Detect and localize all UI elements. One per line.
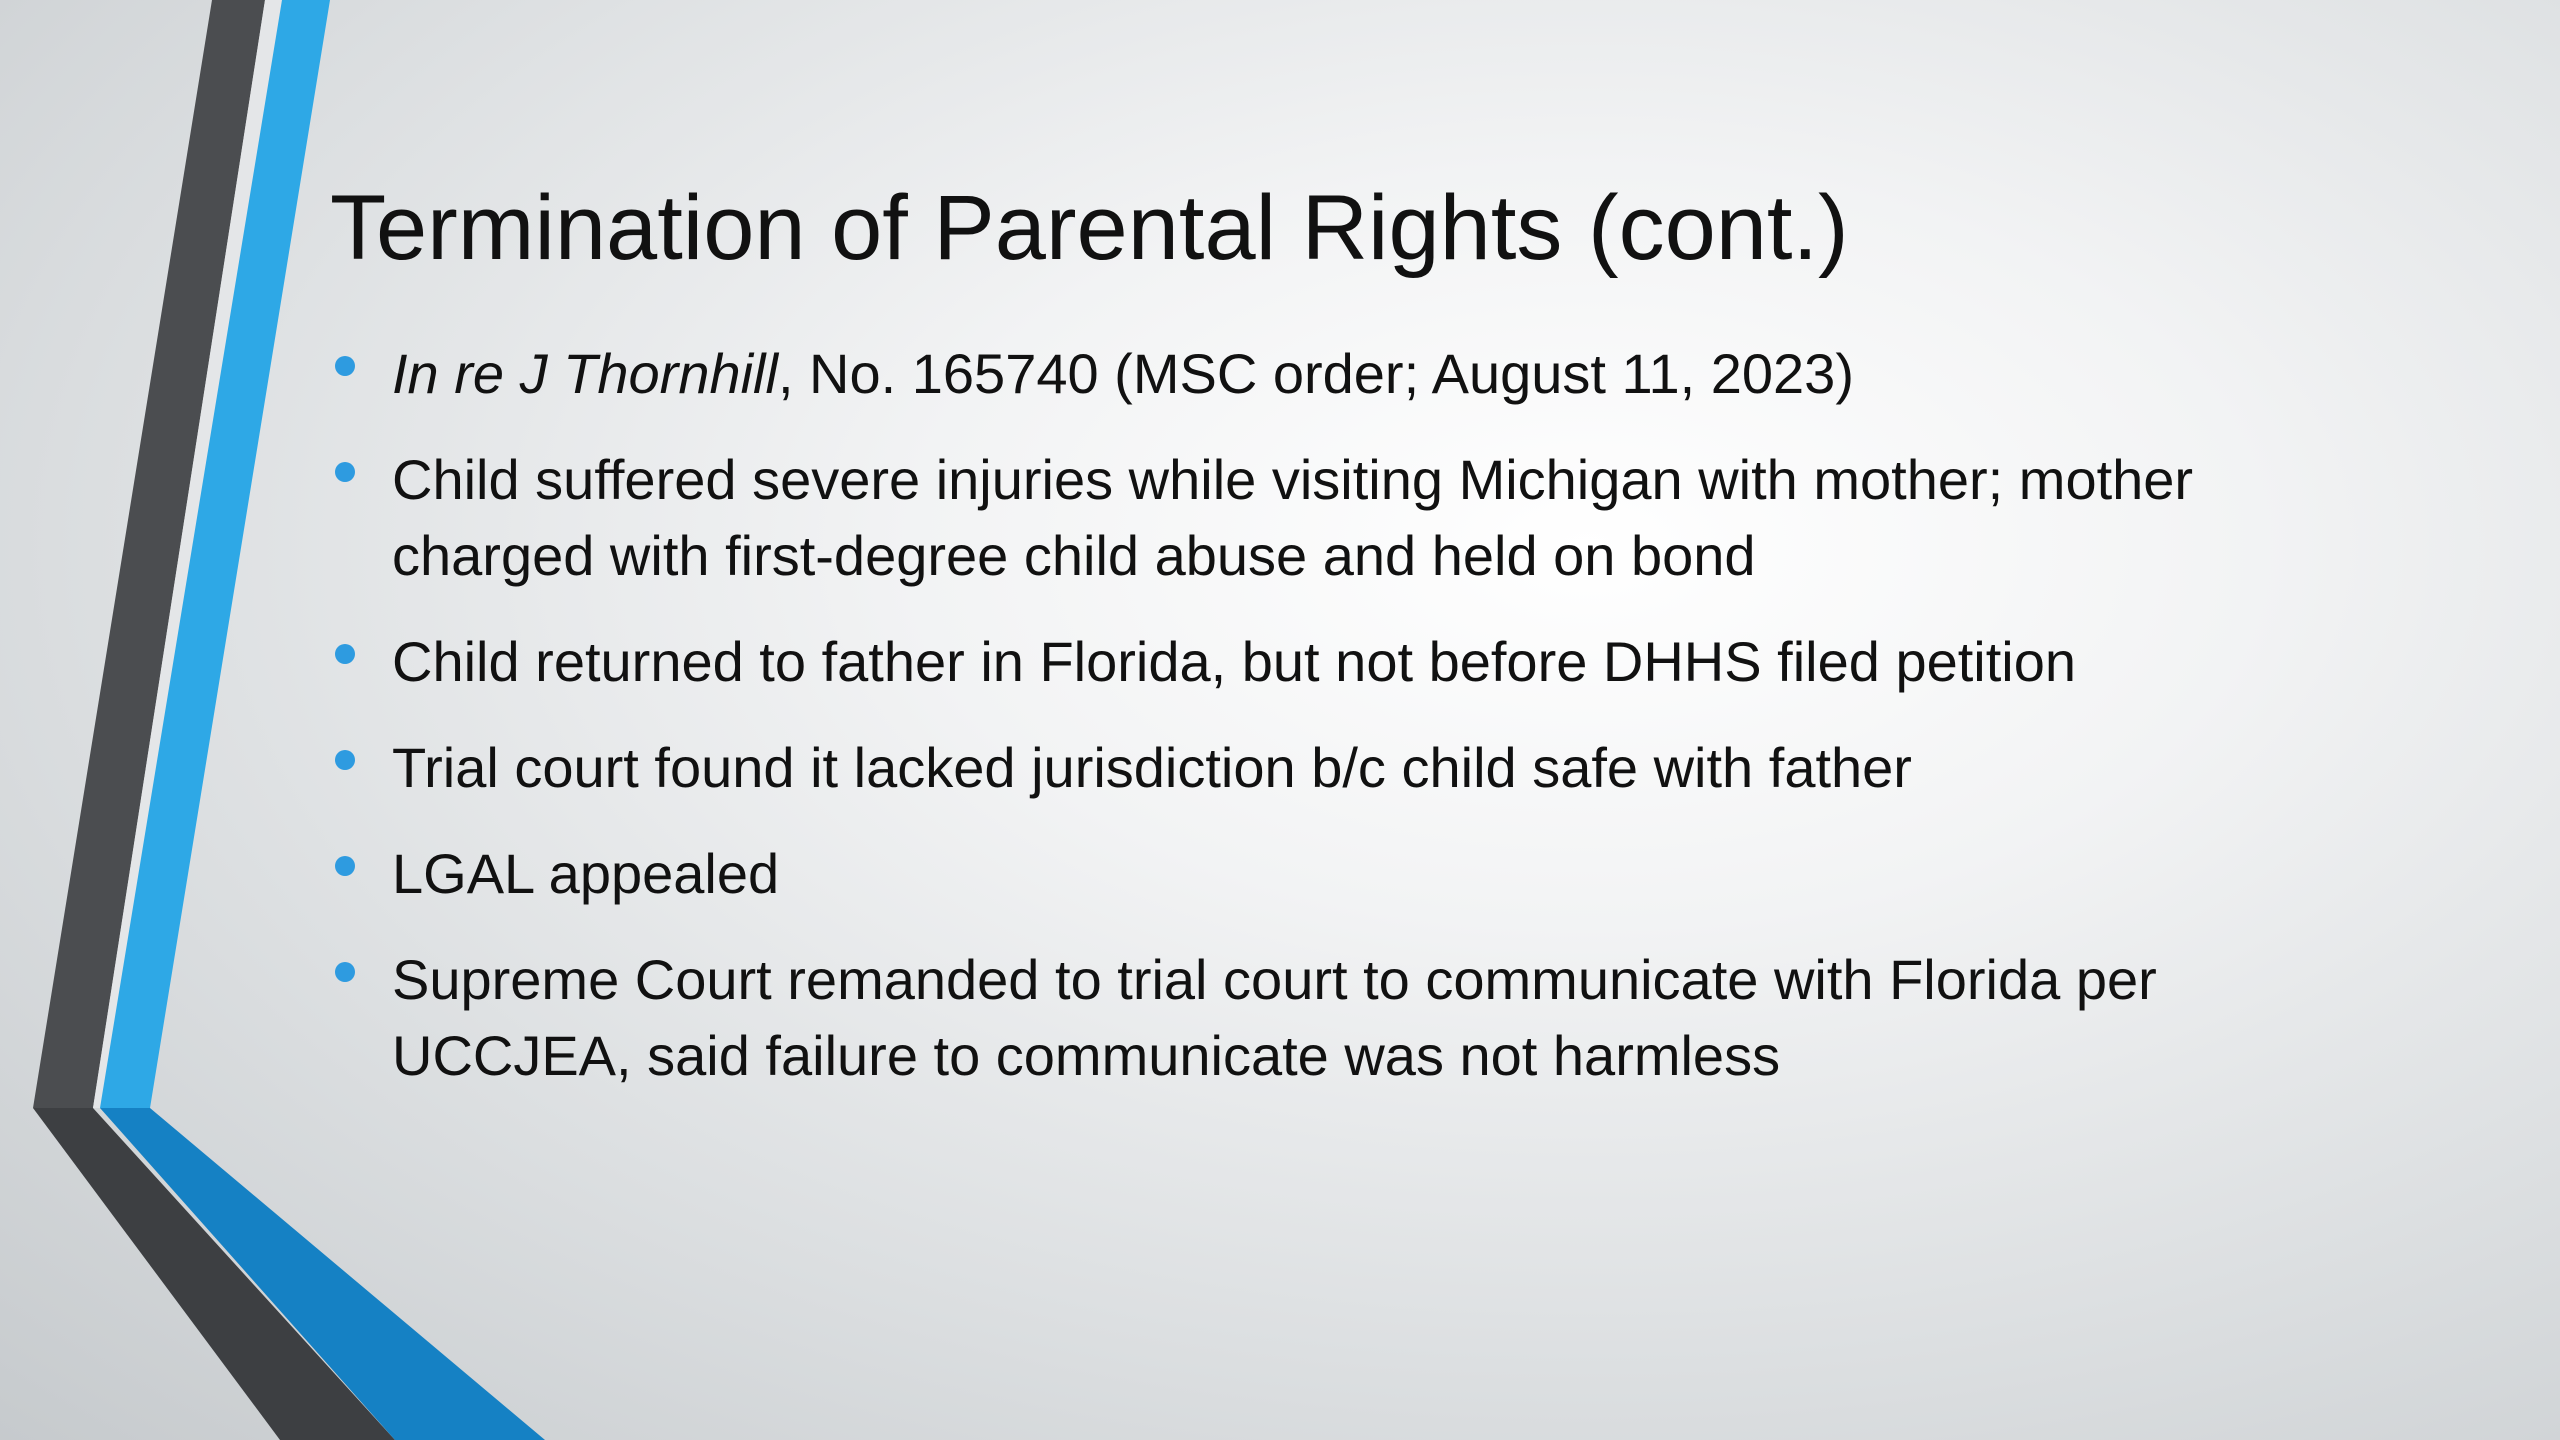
bullet-text: Trial court found it lacked jurisdiction b/c child safe with father: [392, 736, 1912, 799]
bullet-child-returned: [330, 624, 2390, 700]
bullet-text: Supreme Court remanded to trial court to communicate with Florida per UCCJEA, said failure to communicate was not harmless: [392, 948, 2157, 1087]
bullet-dot-icon: [335, 644, 355, 664]
bullet-dot-icon: [335, 356, 355, 376]
decor-gray-diagonal: [33, 1108, 395, 1440]
slide-title: Termination of Parental Rights (cont.): [330, 177, 1849, 279]
bullet-dot-icon: [335, 962, 355, 982]
case-name: In re J Thornhill: [392, 342, 778, 405]
bullet-dot-icon: [335, 750, 355, 770]
bullet-case-citation: [330, 336, 2390, 412]
bullet-text: LGAL appealed: [392, 842, 780, 905]
bullet-lgal-appealed: [330, 836, 2390, 912]
decor-gray-stripe: [33, 0, 265, 1108]
bullet-dot-icon: [335, 856, 355, 876]
bullet-dot-icon: [335, 462, 355, 482]
bullet-list: [330, 336, 2390, 1124]
case-citation: , No. 165740 (MSC order; August 11, 2023): [777, 342, 1854, 405]
bullet-child-injuries: [330, 442, 2390, 594]
decor-blue-stripe: [100, 0, 330, 1108]
bullet-supreme-court: [330, 942, 2390, 1094]
bullet-jurisdiction: [330, 730, 2390, 806]
decor-blue-diagonal: [100, 1108, 545, 1440]
bullet-text: Child suffered severe injuries while visiting Michigan with mother; mother charged with first-degree child abuse and held on bond: [392, 448, 2194, 587]
decor-light-stripe: [93, 0, 282, 1108]
bullet-text: Child returned to father in Florida, but not before DHHS filed petition: [392, 630, 2077, 693]
